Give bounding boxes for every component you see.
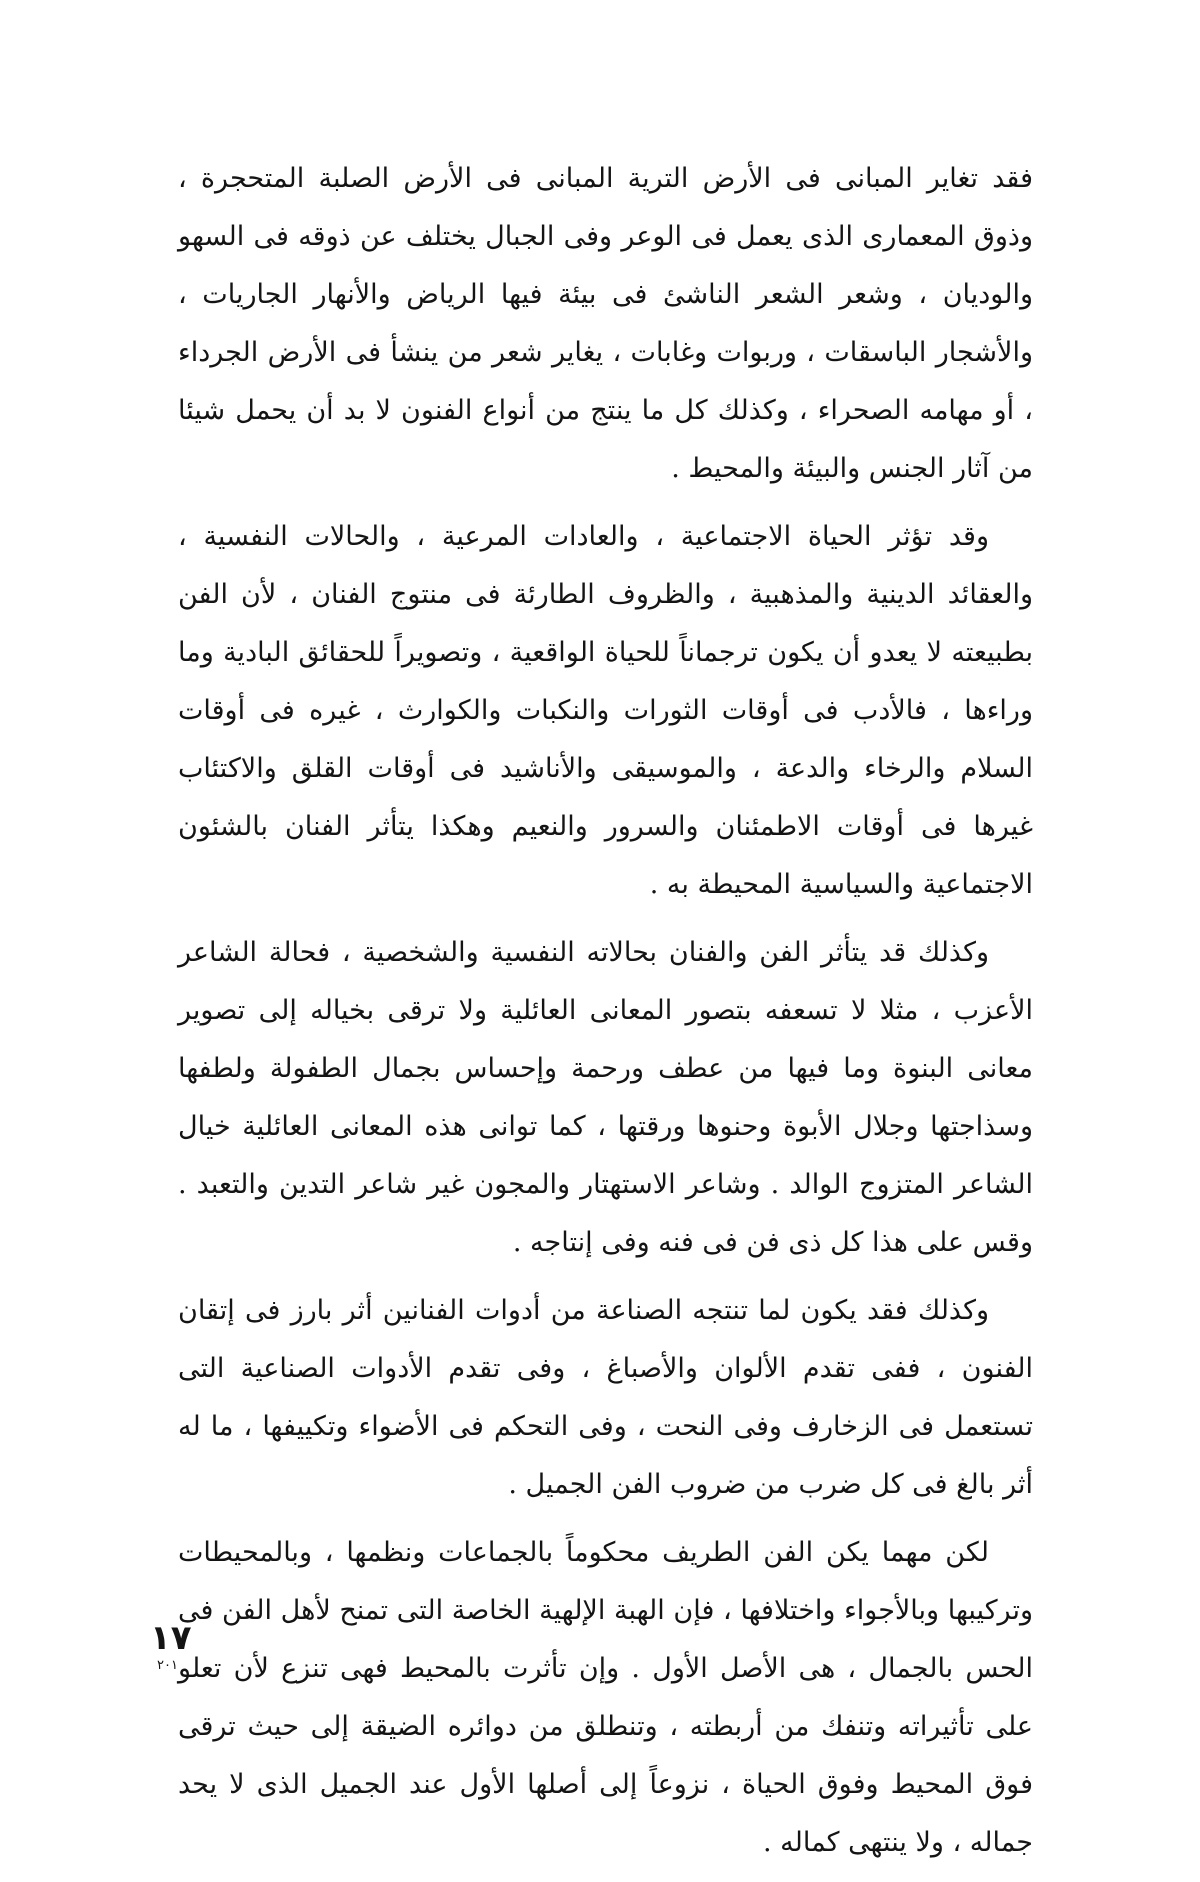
paragraph-3: وكذلك قد يتأثر الفن والفنان بحالاته النفسية والشخصية ، فحالة الشاعر الأعزب ، مثلا لا تسعفه بتصور المعانى العائلية ولا ترقى بخياله إلى تصوير معانى البنوة وما فيها من عطف ورحمة وإحساس بجمال الطفولة ولطفها وسذاجتها وجلال الأبوة وحنوها ورقتها ، كما توانى هذه المعانى العائلية خيال الشاعر المتزوج الوالد . وشاعر الاستهتار والمجون غير شاعر التدين والتعبد . وقس على هذا كل ذى فن فى فنه وفى إنتاجه . [178,937,1033,1258]
paragraph-2: وقد تؤثر الحياة الاجتماعية ، والعادات المرعية ، والحالات النفسية ، والعقائد الدينية والمذهبية ، والظروف الطارئة فى منتوج الفنان ، لأن الفن بطبيعته لا يعدو أن يكون ترجماناً للحياة الواقعية ، وتصويراً للحقائق البادية وما وراءها ، فالأدب فى أوقات الثورات والنكبات والكوارث ، غيره فى أوقات السلام والرخاء والدعة ، والموسيقى والأناشيد فى أوقات القلق والاكتئاب غيرها فى أوقات الاطمئنان والسرور والنعيم وهكذا يتأثر الفنان بالشئون الاجتماعية والسياسية المحيطة به . [178,521,1033,900]
paragraph-1: فقد تغاير المبانى فى الأرض الترية المبانى فى الأرض الصلبة المتحجرة ، وذوق المعمارى الذى يعمل فى الوعر وفى الجبال يختلف عن ذوقه فى السهو والوديان ، وشعر الشعر الناشئ فى بيئة فيها الرياض والأنهار الجاريات ، والأشجار الباسقات ، وربوات وغابات ، يغاير شعر من ينشأ فى الأرض الجرداء ، أو مهامه الصحراء ، وكذلك كل ما ينتج من أنواع الفنون لا بد أن يحمل شيئا من آثار الجنس والبيئة والمحيط . [178,163,1033,484]
paragraph-4: وكذلك فقد يكون لما تنتجه الصناعة من أدوات الفنانين أثر بارز فى إتقان الفنون ، ففى تقدم الألوان والأصباغ ، وفى تقدم الأدوات الصناعية التى تستعمل فى الزخارف وفى النحت ، وفى التحكم فى الأضواء وتكييفها ، ما له أثر بالغ فى كل ضرب من ضروب الفن الجميل . [178,1295,1033,1500]
print-mark: ٢٠١ [157,1658,178,1673]
paragraph-5: لكن مهما يكن الفن الطريف محكوماً بالجماعات ونظمها ، وبالمحيطات وتركيبها وبالأجواء واختلافها ، فإن الهبة الإلهية الخاصة التى تمنح لأهل الفن فى الحس بالجمال ، هى الأصل الأول . وإن تأثرت بالمحيط فهى تنزع لأن تعلو على تأثيراته وتنفك من أربطته ، وتنطلق من دوائره الضيقة إلى حيث ترقى فوق المحيط وفوق الحياة ، نزوعاً إلى أصلها الأول عند الجميل الذى لا يحد جماله ، ولا ينتهى كماله . [178,1537,1033,1858]
body-text [178,150,1033,1882]
page-number: ١٧ [150,1618,192,1658]
